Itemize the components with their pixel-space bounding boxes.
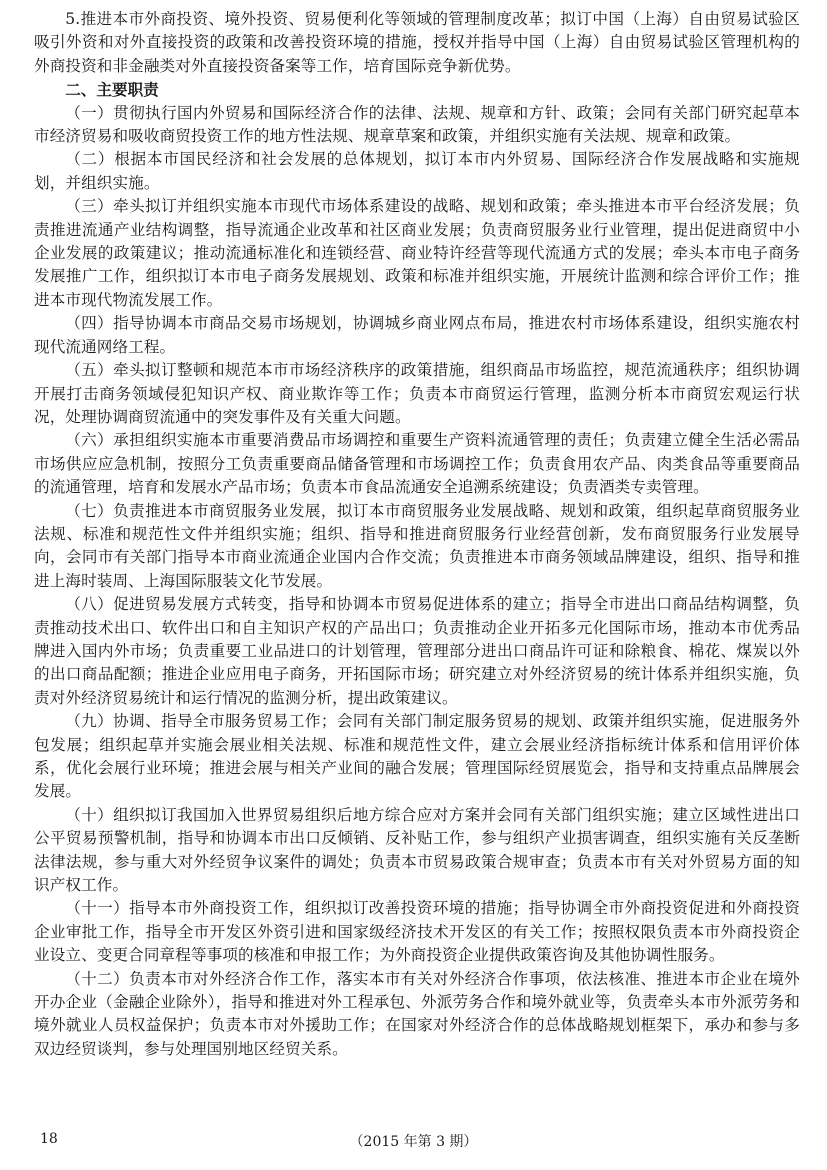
issue-label: （2015 年第 3 期）	[349, 1134, 478, 1150]
duty-paragraph-12: （十二）负责本市对外经济合作工作，落实本市有关对外经济合作事项，依法核准、推进本市企业在境外开办企业（金融企业除外），指导和推进对外工程承包、外派劳务合作和境外就业等，负责牵头本市外派劳务和境外就业人员权益保护；负责本市对外援助工作；在国家对外经济合作的总体战略规划框架下，承办和参与多双边经贸谈判，参与处理国别地区经贸关系。	[34, 969, 800, 1058]
duty-paragraph-2: （二）根据本市国民经济和社会发展的总体规划，拟订本市内外贸易、国际经济合作发展战略和实施规划，并组织实施。	[34, 150, 800, 192]
duty-paragraph-7: （七）负责推进本市商贸服务业发展，拟订本市商贸服务业发展战略、规划和政策，组织起草商贸服务业法规、标准和规范性文件并组织实施；组织、指导和推进商贸服务行业经营创新，发布商贸服务行业发展导向，会同市有关部门指导本市商业流通企业国内合作交流；负责推进本市商务领域品牌建设，组织、指导和推进上海时装周、上海国际服装文化节发展。	[34, 501, 800, 590]
page-number: 18	[40, 1131, 58, 1147]
intro-paragraph: 5.推进本市外商投资、境外投资、贸易便利化等领域的管理制度改革；拟订中国（上海）自由贸易试验区吸引外资和对外直接投资的政策和改善投资环境的措施，授权并指导中国（上海）自由贸易试验区管理机构的外商投资和非金融类对外直接投资备案等工作，培育国际竞争新优势。	[34, 10, 800, 75]
duty-paragraph-4: （四）指导协调本市商品交易市场规划，协调城乡商业网点布局，推进农村市场体系建设，组织实施农村现代流通网络工程。	[34, 314, 800, 356]
duty-paragraph-5: （五）牵头拟订整顿和规范本市市场经济秩序的政策措施，组织商品市场监控，规范流通秩序；组织协调开展打击商务领域侵犯知识产权、商业欺诈等工作；负责本市商贸运行管理，监测分析本市商贸宏观运行状况，处理协调商贸流通中的突发事件及有关重大问题。	[34, 361, 800, 426]
section-heading-main-duties: 二、主要职责	[65, 80, 159, 100]
duty-paragraph-10: （十）组织拟订我国加入世界贸易组织后地方综合应对方案并会同有关部门组织实施；建立区域性进出口公平贸易预警机制，指导和协调本市出口反倾销、反补贴工作，参与组织产业损害调查，组织实施有关反垄断法律法规，参与重大对外经贸争议案件的调处；负责本市贸易政策合规审查；负责本市有关对外贸易方面的知识产权工作。	[34, 805, 800, 895]
duty-paragraph-9: （九）协调、指导全市服务贸易工作；会同有关部门制定服务贸易的规划、政策并组织实施，促进服务外包发展；组织起草并实施会展业相关法规、标准和规范性文件，建立会展业经济指标统计体系和信用评价体系，优化会展行业环境；推进会展与相关产业间的融合发展；管理国际经贸展览会，指导和支持重点品牌展会发展。	[34, 712, 800, 801]
duty-paragraph-1: （一）贯彻执行国内外贸易和国际经济合作的法律、法规、规章和方针、政策；会同有关部门研究起草本市经济贸易和吸收商贸投资工作的地方性法规、规章草案和政策，并组织实施有关法规、规章和政策。	[34, 103, 800, 146]
duty-paragraph-3: （三）牵头拟订并组织实施本市现代市场体系建设的战略、规划和政策；牵头推进本市平台经济发展；负责推进流通产业结构调整，指导流通企业改革和社区商业发展；负责商贸服务业行业管理，提出促进商贸中小企业发展的政策建议；推动流通标准化和连锁经营、商业特许经营等现代流通方式的发展；牵头本市电子商务发展推广工作，组织拟订本市电子商务发展规划、政策和标准并组织实施，开展统计监测和综合评价工作；推进本市现代物流发展工作。	[34, 197, 800, 309]
page-footer	[0, 1131, 827, 1155]
duty-paragraph-11: （十一）指导本市外商投资工作，组织拟订改善投资环境的措施；指导协调全市外商投资促进和外商投资企业审批工作，指导全市开发区外资引进和国家级经济技术开发区的有关工作；按照权限负责本市外商投资企业设立、变更合同章程等事项的核准和申报工作；为外商投资企业提供政策咨询及其他协调性服务。	[34, 899, 800, 965]
duty-paragraph-6: （六）承担组织实施本市重要消费品市场调控和重要生产资料流通管理的责任；负责建立健全生活必需品市场供应应急机制，按照分工负责重要商品储备管理和市场调控工作；负责食用农产品、肉类食品等重要商品的流通管理，培育和发展水产品市场；负责本市食品流通安全追溯系统建设；负责酒类专卖管理。	[34, 431, 800, 497]
duty-paragraph-8: （八）促进贸易发展方式转变，指导和协调本市贸易促进体系的建立；指导全市进出口商品结构调整，负责推动技术出口、软件出口和自主知识产权的产品出口；负责推动企业开拓多元化国际市场，推动本市优秀品牌进入国内外市场；负责重要工业品进口的计划管理，管理部分进出口商品许可证和除粮食、棉花、煤炭以外的出口商品配额；推进企业应用电子商务，开拓国际市场；研究建立对外经济贸易的统计体系并组织实施，负责对外经济贸易统计和运行情况的监测分析，提出政策建议。	[34, 595, 800, 707]
document-body	[34, 8, 800, 1061]
